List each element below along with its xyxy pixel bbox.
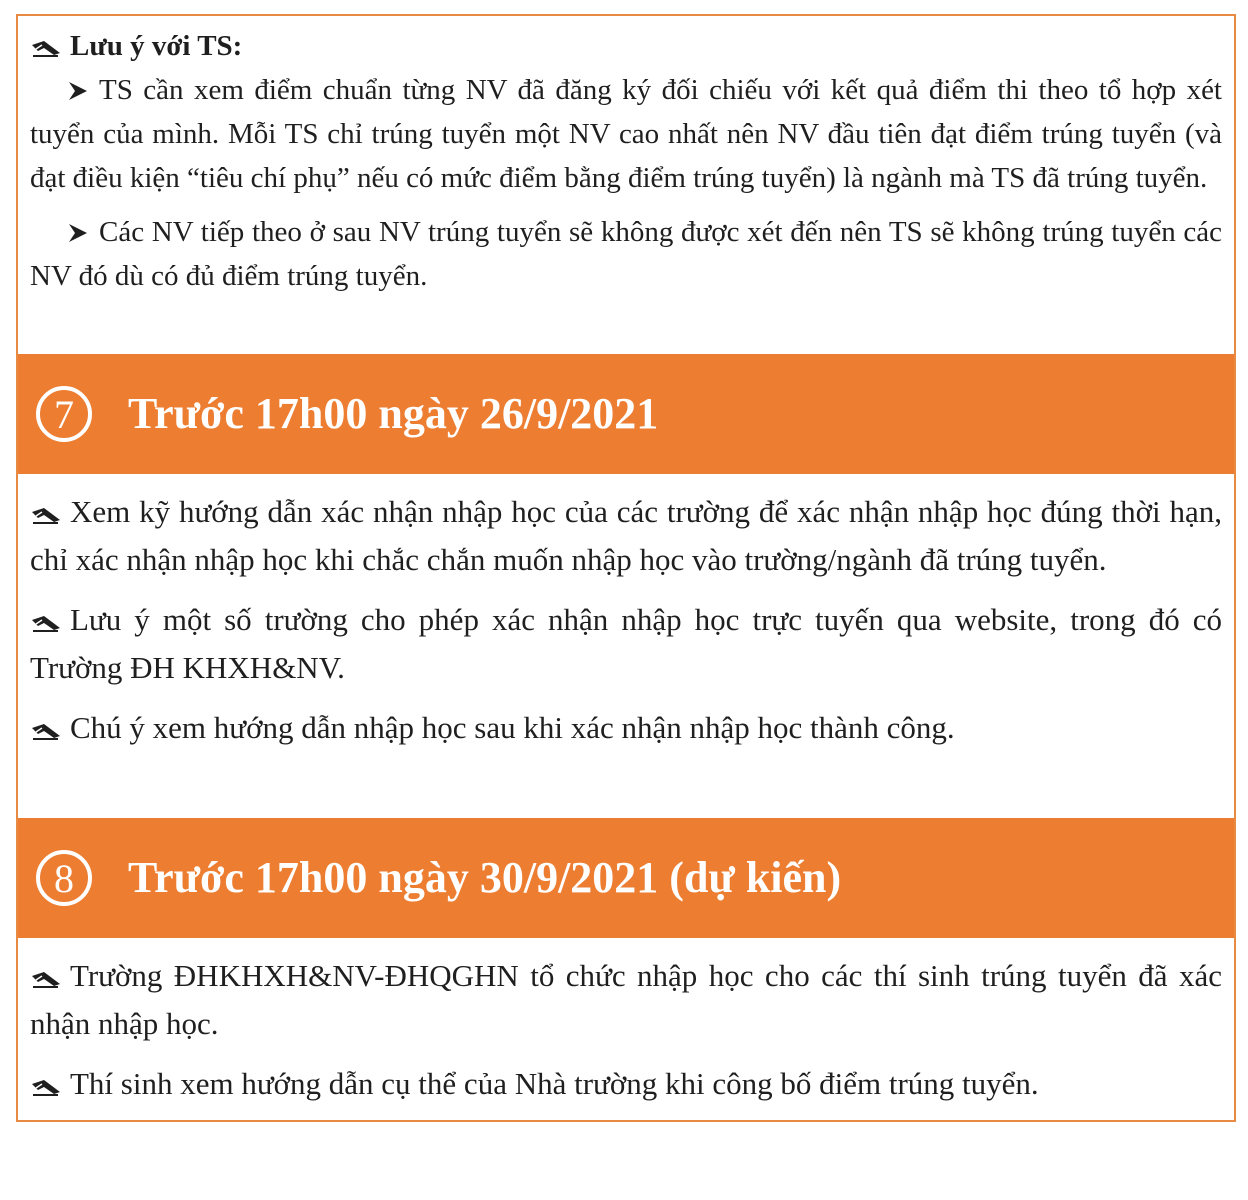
note-item-text: Các NV tiếp theo ở sau NV trúng tuyển sẽ không được xét đến nên TS sẽ không trúng tuyển các NV đó dù có đủ điểm trúng tuyển. xyxy=(30,216,1222,292)
note-item-1 xyxy=(30,68,1222,200)
note-heading xyxy=(30,24,1222,68)
step-8-item-2 xyxy=(30,1060,1222,1108)
step-7-item-1 xyxy=(30,488,1222,584)
step-7-item-3 xyxy=(30,704,1222,752)
step-7-body xyxy=(18,488,1234,752)
writing-hand-icon xyxy=(30,1075,62,1097)
step-8-number: 8 xyxy=(54,856,74,901)
writing-hand-icon xyxy=(30,611,62,633)
writing-hand-icon xyxy=(30,967,62,989)
step-7-item-text: Chú ý xem hướng dẫn nhập học sau khi xác nhận nhập học thành công. xyxy=(70,710,955,745)
step-8-title: Trước 17h00 ngày 30/9/2021 (dự kiến) xyxy=(128,853,842,902)
step-7-item-text: Lưu ý một số trường cho phép xác nhận nhập học trực tuyến qua website, trong đó có Trường ĐH KHXH&NV. xyxy=(30,602,1222,685)
writing-hand-icon xyxy=(30,503,62,525)
step-8-item-text: Trường ĐHKHXH&NV-ĐHQGHN tổ chức nhập học cho các thí sinh trúng tuyển đã xác nhận nhập học. xyxy=(30,958,1222,1041)
note-heading-text: Lưu ý với TS: xyxy=(70,30,243,62)
step-7-item-2 xyxy=(30,596,1222,692)
document-frame xyxy=(16,14,1236,1122)
circled-number-icon xyxy=(34,384,94,444)
step-8-body xyxy=(18,952,1234,1108)
note-item-text: TS cần xem điểm chuẩn từng NV đã đăng ký đối chiếu với kết quả điểm thi theo tổ hợp xét tuyển của mình. Mỗi TS chỉ trúng tuyển một NV cao nhất nên NV đầu tiên đạt điểm trúng tuyển (và đạt điều kiện “tiêu chí phụ” nếu có mức điểm bằng điểm trúng tuyển) là ngành mà TS đã trúng tuyển. xyxy=(30,74,1222,194)
circled-number-icon xyxy=(34,848,94,908)
step-8-item-text: Thí sinh xem hướng dẫn cụ thể của Nhà trường khi công bố điểm trúng tuyển. xyxy=(70,1066,1039,1101)
arrow-bullet-icon xyxy=(67,222,89,244)
writing-hand-icon xyxy=(30,36,62,58)
step-8-header xyxy=(18,818,1234,938)
note-section xyxy=(18,24,1234,298)
step-8-item-1 xyxy=(30,952,1222,1048)
step-7-title: Trước 17h00 ngày 26/9/2021 xyxy=(128,389,659,438)
step-7-header xyxy=(18,354,1234,474)
arrow-bullet-icon xyxy=(67,80,89,102)
writing-hand-icon xyxy=(30,719,62,741)
step-7-item-text: Xem kỹ hướng dẫn xác nhận nhập học của các trường để xác nhận nhập học đúng thời hạn, chỉ xác nhận nhập học khi chắc chắn muốn nhập học vào trường/ngành đã trúng tuyển. xyxy=(30,494,1222,577)
step-7-number: 7 xyxy=(54,392,74,437)
note-item-2 xyxy=(30,210,1222,298)
